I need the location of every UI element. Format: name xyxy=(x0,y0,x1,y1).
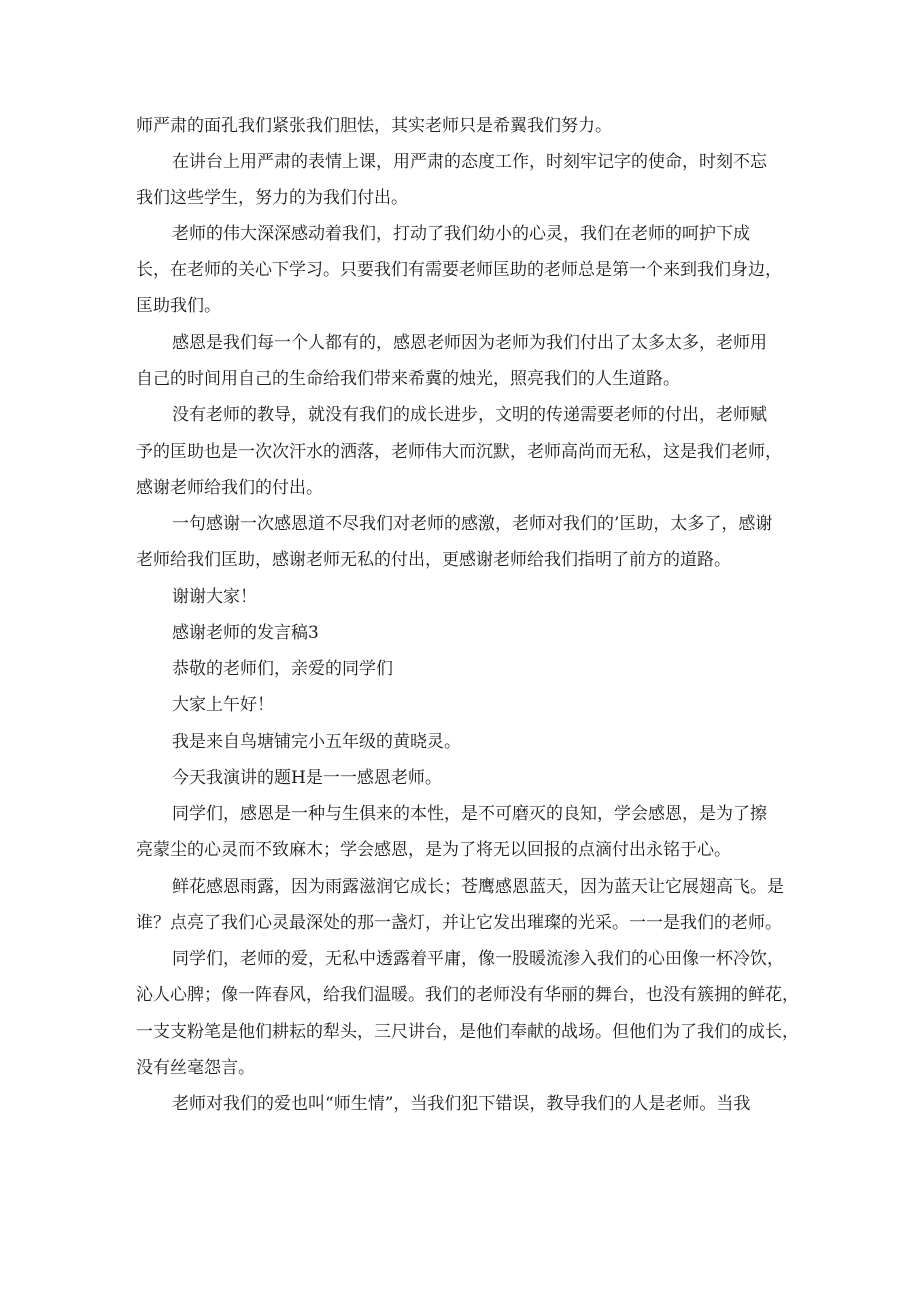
text-line: 老师对我们的爱也叫“师生情”，当我们犯下错误，教导我们的人是老师。当我 xyxy=(172,1094,751,1114)
text-line: 师严肃的面孔我们紧张我们胆怯，其实老师只是希翼我们努力。 xyxy=(136,116,612,136)
text-line: 今天我演讲的题H是一一感恩老师。 xyxy=(172,768,442,788)
text-line: 一句感谢一次感恩道不尽我们对老师的感激，老师对我们的’匡助，太多了，感谢 xyxy=(172,514,773,534)
text-line: 老师的伟大深深感动着我们，打动了我们幼小的心灵，我们在老师的呵护下成 xyxy=(172,224,750,244)
text-line: 没有老师的教导，就没有我们的成长进步，文明的传递需要老师的付出，老师赋 xyxy=(172,405,767,425)
text-line: 没有丝毫怨言。 xyxy=(136,1058,255,1078)
text-line: 谁？点亮了我们心灵最深处的那一盏灯，并让它发出璀璨的光采。一一是我们的老师。 xyxy=(136,913,782,933)
text-line: 同学们，感恩是一种与生俱来的本性，是不可磨灭的良知，学会感恩，是为了擦 xyxy=(172,804,767,824)
text-line: 在讲台上用严肃的表情上课，用严肃的态度工作，时刻牢记字的使命，时刻不忘 xyxy=(172,152,767,172)
text-line: 老师给我们匡助，感谢老师无私的付出，更感谢老师给我们指明了前方的道路。 xyxy=(136,550,731,570)
text-line: 自己的时间用自己的生命给我们带来希冀的烛光，照亮我们的人生道路。 xyxy=(136,369,680,389)
text-line: 我们这些学生，努力的为我们付出。 xyxy=(136,188,408,208)
text-line: 我是来自鸟塘铺完小五年级的黄晓灵。 xyxy=(172,732,461,752)
text-line: 沁人心脾；像一阵春风，给我们温暖。我们的老师没有华丽的舞台，也没有簇拥的鲜花， xyxy=(136,985,799,1005)
text-line: 大家上午好！ xyxy=(172,695,274,715)
text-line: 匡助我们。 xyxy=(136,296,221,316)
text-line: 长，在老师的关心下学习。只要我们有需要老师匡助的老师总是第一个来到我们身边， xyxy=(136,260,782,280)
section-heading: 感谢老师的发言稿3 xyxy=(172,623,319,643)
text-line: 亮蒙尘的心灵而不致麻木；学会感恩，是为了将无以回报的点滴付出永铭于心。 xyxy=(136,840,731,860)
text-line: 予的匡助也是一次次汗水的洒落，老师伟大而沉默，老师高尚而无私，这是我们老师， xyxy=(136,442,782,462)
text-line: 感谢老师给我们的付出。 xyxy=(136,478,323,498)
text-line: 鲜花感恩雨露，因为雨露滋润它成长；苍鹰感恩蓝天，因为蓝天让它展翅高飞。是 xyxy=(172,877,784,897)
text-line: 恭敬的老师们，亲爱的同学们 xyxy=(172,659,393,679)
text-line: 感恩是我们每一个人都有的，感恩老师因为老师为我们付出了太多太多，老师用 xyxy=(172,333,767,353)
text-line: 同学们，老师的爱，无私中透露着平庸，像一股暖流渗入我们的心田像一杯冷饮， xyxy=(172,949,784,969)
text-line: 谢谢大家！ xyxy=(172,587,257,607)
text-line: 一支支粉笔是他们耕耘的犁头，三尺讲台，是他们奉献的战场。但他们为了我们的成长， xyxy=(136,1022,799,1042)
